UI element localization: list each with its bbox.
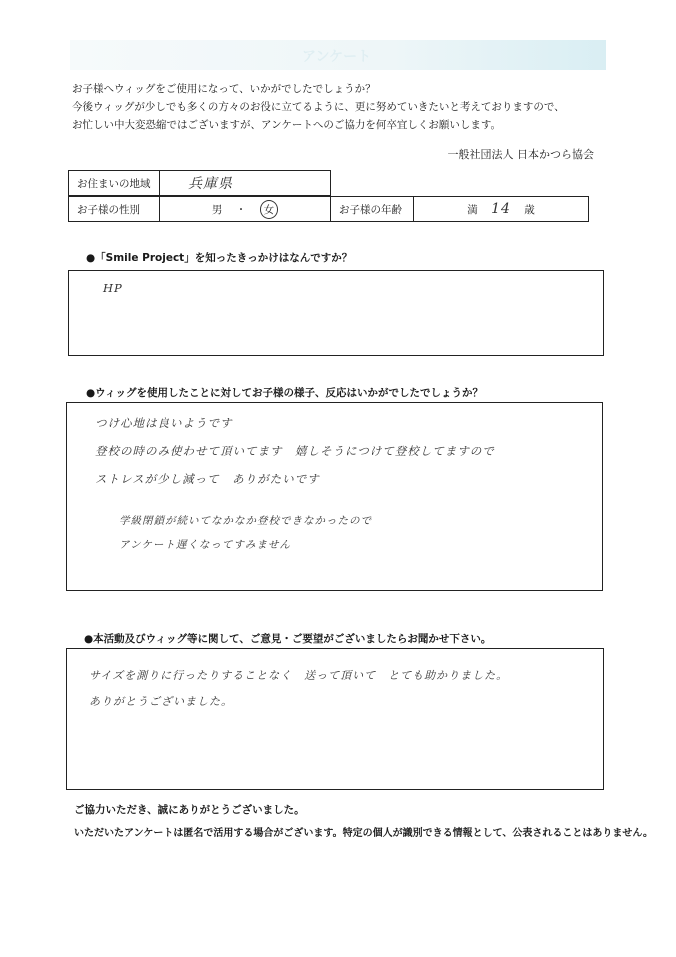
question-2-answer-box[interactable] [66,402,603,591]
region-value: 兵庫県 [188,176,233,192]
answer-line: ありがとうございました。 [89,695,233,708]
age-suffix: 歳 [524,204,535,216]
age-prefix: 満 [467,204,478,216]
answer-line: つけ心地は良いようです [95,416,233,430]
gender-separator: ・ [235,203,247,216]
intro-line: 今後ウィッグが少しでも多くの方々のお役に立てるように、更に努めていきたいと考えておりますので、 [72,101,565,113]
gender-label: お子様の性別 [69,197,160,222]
answer-line: サイズを測りに行ったりすることなく 送って頂いて とても助かりました。 [89,669,509,682]
question-3-answer-box[interactable] [66,648,604,790]
intro-line: お子様へウィッグをご使用になって、いかがでしたでしょうか？ [72,83,376,95]
question-3-label: ●本活動及びウィッグ等に関して、ご意見・ご要望がございましたらお聞かせ下さい。 [84,633,492,645]
organization-name: 一般社団法人 日本かつら協会 [447,148,594,161]
age-label: お子様の年齢 [331,197,414,222]
answer-line: 登校の時のみ使わせて頂いてます 嬉しそうにつけて登校してますので [95,444,495,458]
footer-thanks: ご協力いただき、誠にありがとうございました。 [74,804,305,816]
question-1-answer-box[interactable] [68,270,604,356]
gender-male: 男 [211,203,223,216]
gender-age-table [68,196,589,222]
age-field[interactable] [414,197,589,222]
title-banner [70,40,606,70]
question-2-label: ●ウィッグを使用したことに対してお子様の様子、反応はいかがでしたでしょうか？ [86,387,484,399]
question-1-label: ●「Smile Project」を知ったきっかけはなんですか？ [86,252,353,264]
region-field[interactable] [160,171,331,196]
answer-line: HP [103,281,123,295]
region-label: お住まいの地域 [69,171,160,196]
region-table [68,170,331,196]
answer-line: 学級閉鎖が続いてなかなか登校できなかったので [119,515,372,527]
answer-line: ストレスが少し減って ありがたいです [95,472,320,486]
intro-line: お忙しい中大変恐縮ではございますが、アンケートへのご協力を何卒宜しくお願いします。 [72,119,502,131]
footer-privacy-note: いただいたアンケートは匿名で活用する場合がございます。特定の個人が識別できる情報として、公表されることはありません。 [74,828,653,839]
gender-field[interactable] [160,197,331,222]
answer-line: アンケート遅くなってすみません [119,539,291,551]
gender-female-circled: 女 [260,200,279,219]
age-value: 14 [491,201,511,217]
banner-title: アンケート [302,49,372,65]
